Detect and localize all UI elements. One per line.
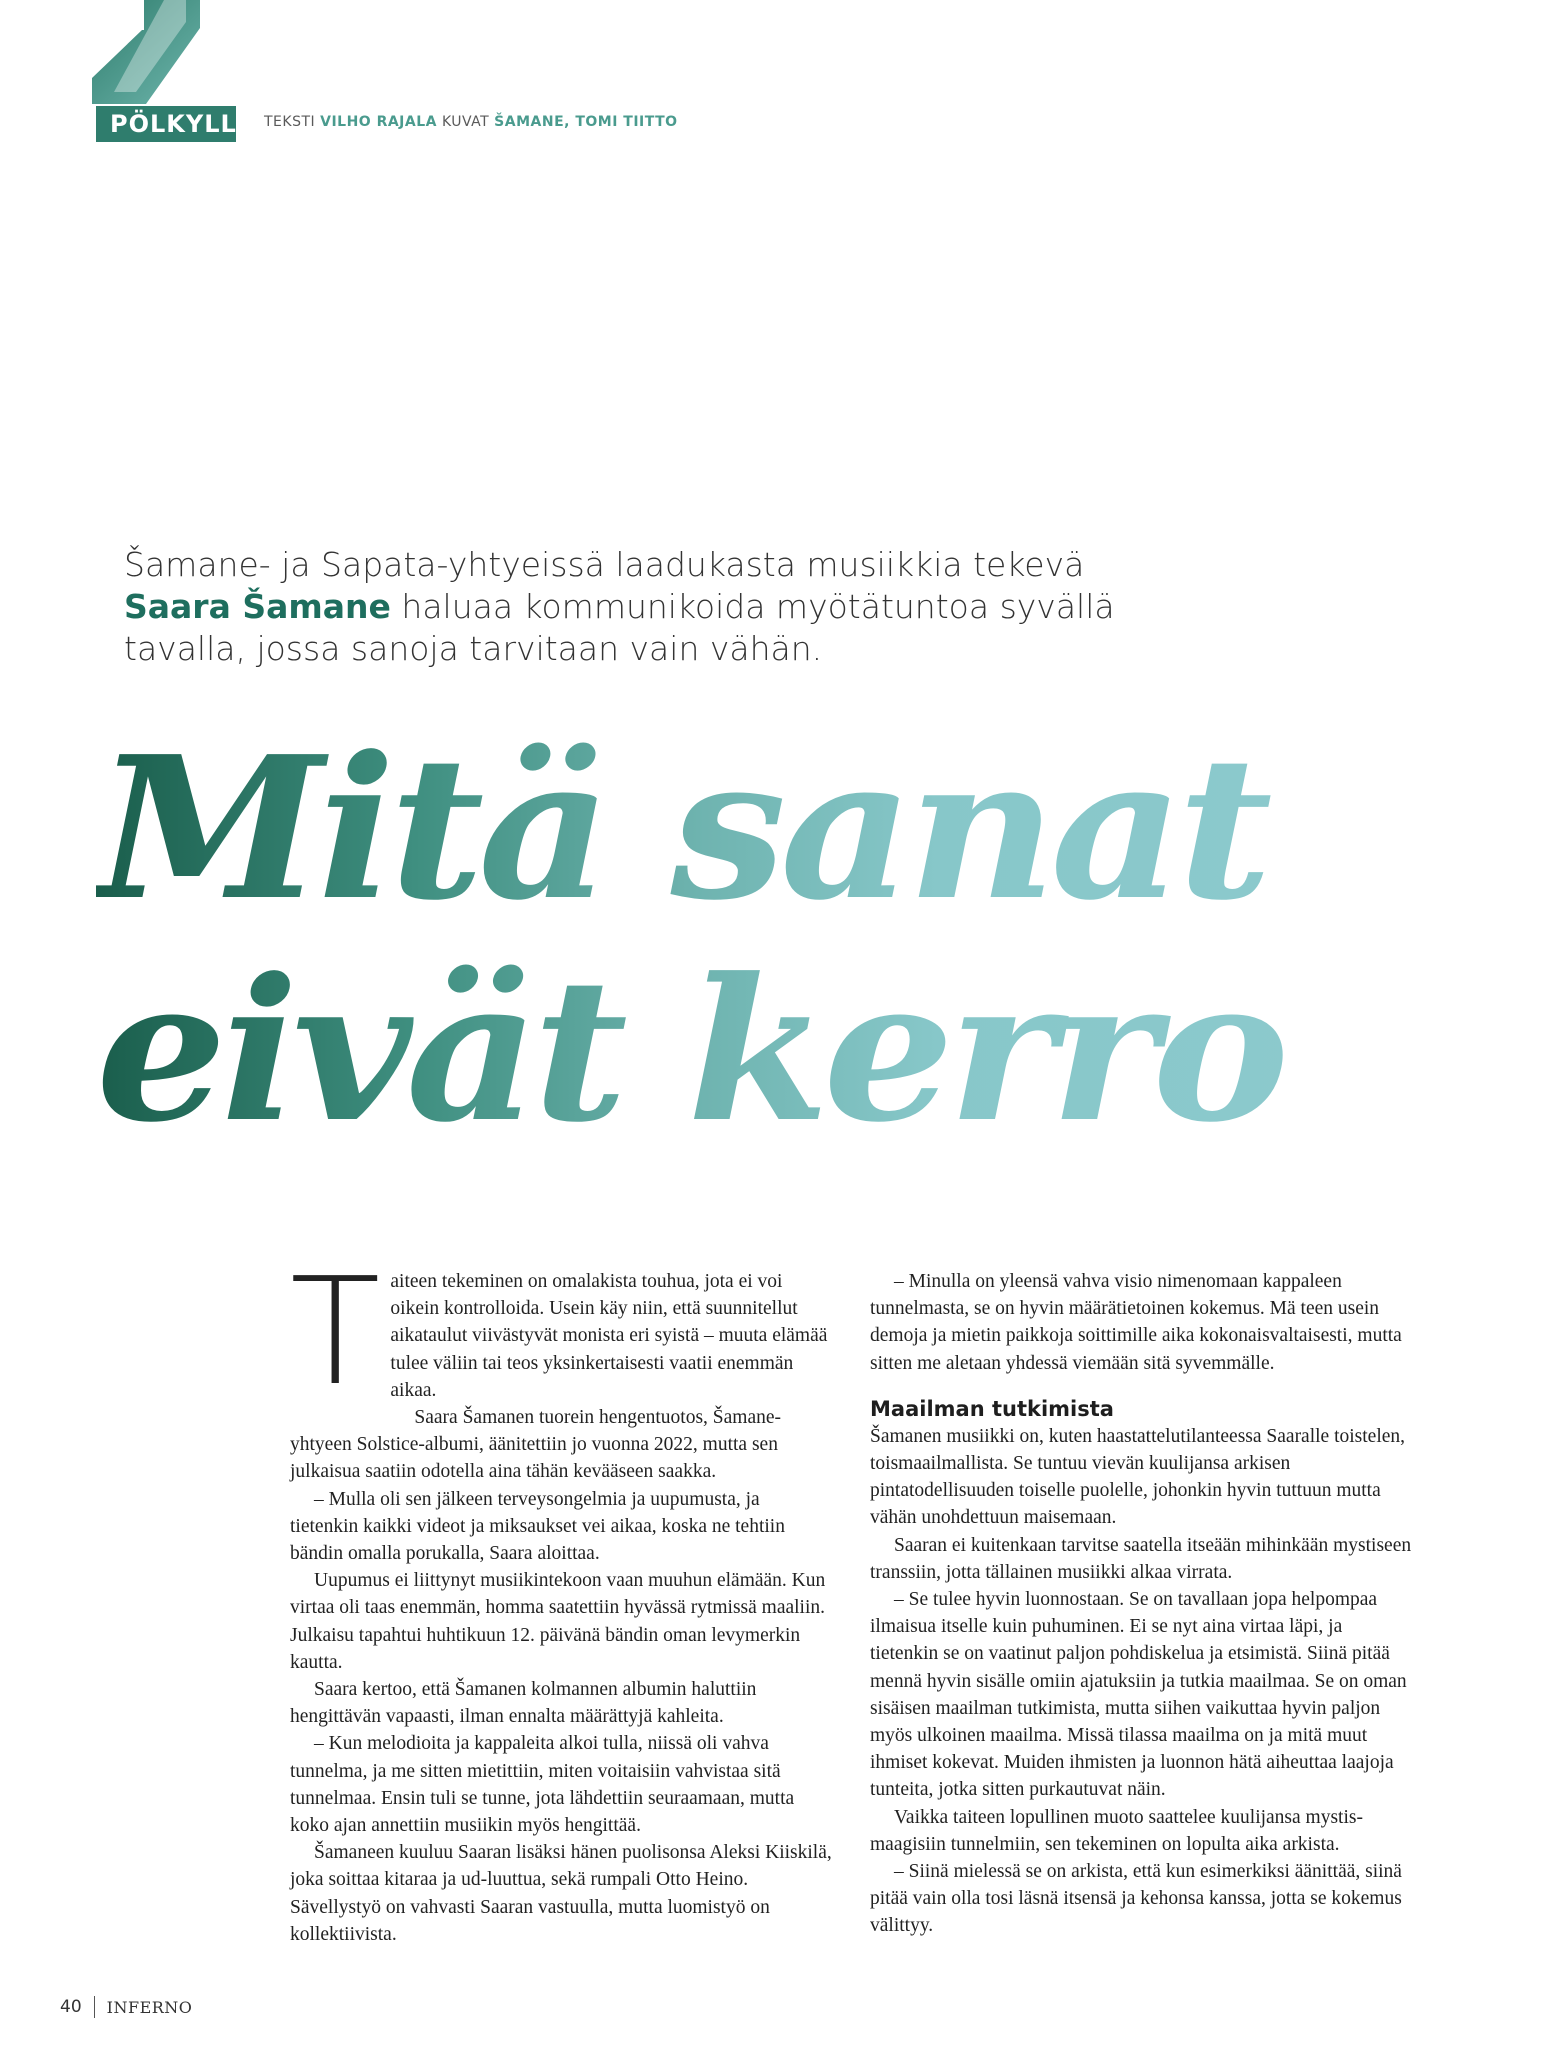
headline-line-2: eivät kerro [96, 936, 1284, 1166]
paragraph: Šamaneen kuuluu Saaran lisäksi hänen puolisonsa Aleksi Kiiskilä, joka soittaa kitaraa ja ud-luuttua, sekä rumpali Otto Heino. Sävellystyö on vahvasti Saaran vastuulla, mutta luomistyö on kollektiivista. [290, 1842, 832, 1945]
lead-artist-name: Saara Šamane [124, 587, 391, 626]
paragraph: Saara kertoo, että Šamanen kolmannen albumin haluttiin hengittävän vapaasti, ilman ennalta määrättyjä kahleita. [290, 1679, 757, 1728]
paragraph: – Siinä mielessä se on arkista, että kun esimerkiksi äänittää, siinä pitää vain olla tosi läsnä itsensä ja kehonsa kanssa, jotta se kokemus välittyy. [870, 1861, 1402, 1937]
paragraph: Šamanen musiikki on, kuten haastattelutilanteessa Saaralle toistelen, toismaailmallista. Se tuntuu vievän kuulijansa arkisen pintatodellisuuden toiselle puolelle, johonkin hyvin tuttuun mutta vähän unohdettuun maisemaan. [870, 1425, 1406, 1529]
credits [264, 114, 678, 130]
page-footer [60, 1996, 192, 2018]
paragraph: Vaikka taiteen lopullinen muoto saattelee kuulijansa mystis-maagisiin tunnelmiin, sen tekeminen on lopulta aika arkista. [870, 1806, 1363, 1855]
magazine-name: INFERNO [106, 1997, 193, 2017]
article-column-left [290, 1246, 832, 1948]
headline-line-1: Mitä sanat [96, 714, 1267, 944]
paragraph: – Se tulee hyvin luonnostaan. Se on tavallaan jopa helpompaa ilmaisua itselle kuin puhuminen. Ei se nyt aina virtaa läpi, ja tietenkin se on vaatinut paljon pohdiskelua ja etsimistä. Siinä pitää mennä hyvin sisälle omiin ajatuksiin ja tutkia maailmaa. Se on oman sisäisen maailman tutkimista, mutta siihen vaikuttaa hyvin paljon myös ulkoinen maailma. Missä tilassa maailma on ja mitä muut ihmiset kokevat. Muiden ihmisten ja luonnon hätä aiheuttaa laajoja tunteita, jotka sitten purkautuvat näin. [870, 1589, 1407, 1801]
lead-text-after: haluaa kommunikoida myötätuntoa syvällä tavalla, jossa sanoja tarvitaan vain vähän. [124, 587, 1115, 668]
article-column-right [870, 1268, 1412, 1940]
photo-authors: ŠAMANE, TOMI TIITTO [494, 114, 678, 130]
page-number: 40 [60, 1997, 82, 2017]
text-author: VILHO RAJALA [320, 114, 437, 130]
headline [96, 714, 1545, 1166]
paragraph: Saaran ei kuitenkaan tarvitse saatella itseään mihinkään mystiseen transsiin, jotta tällainen musiikki alkaa virrata. [870, 1534, 1412, 1583]
subheading: Maailman tutkimista [870, 1396, 1114, 1421]
section-label: PÖLKYLLÄ [110, 110, 257, 138]
text-credit-label: TEKSTI [264, 114, 316, 130]
photo-credit-label: KUVAT [441, 114, 490, 130]
lead-paragraph [124, 544, 1124, 670]
paragraph: – Minulla on yleensä vahva visio nimenomaan kappaleen tunnelmasta, se on hyvin määrätietoinen kokemus. Mä teen usein demoja ja mietin paikkoja soittimille aika kokonaisvaltaisesti, mutta sitten me aletaan yhdessä viemään sitä syvemmälle. [870, 1271, 1402, 1374]
paragraph: – Mulla oli sen jälkeen terveysongelmia ja uupumusta, ja tietenkin kaikki videot ja miksaukset vei aikaa, koska ne tehtiin bändin omalla porukalla, Saara aloittaa. [290, 1488, 785, 1565]
paragraph: Uupumus ei liittynyt musiikintekoon vaan muuhun elämään. Kun virtaa oli taas enemmän, homma saatettiin hyvässä rytmissä maaliin. Julkaisu tapahtui huhtikuun 12. päivänä bändin oman levymerkin kautta. [290, 1570, 826, 1673]
paragraph: – Kun melodioita ja kappaleita alkoi tulla, niissä oli vahva tunnelma, ja me sitten mietittiin, miten voitaisiin vahvistaa sitä tunnelmaa. Ensin tuli se tunne, jota lähdettiin seuraamaan, mutta koko ajan annettiin musiikin myös hengittää. [290, 1733, 795, 1837]
drop-cap: T [290, 1246, 381, 1418]
paragraph: Saara Šamanen tuorein hengentuotos, Šamane-yhtyeen Solstice-albumi, äänitettiin jo vuonna 2022, mutta sen julkaisua saatiin odotella aina tähän kevääseen saakka. [290, 1407, 782, 1483]
lead-text-before: Šamane- ja Sapata-yhtyeissä laadukasta musiikkia tekevä [124, 545, 1085, 584]
paragraph: aiteen tekeminen on omalakista touhua, jota ei voi oikein kontrolloida. Usein käy niin, että suunnitellut aikataulut viivästyvät monista eri syistä – muuta elämää tulee väliin tai teos yksinkertaisesti vaatii enemmän aikaa. [390, 1271, 828, 1401]
footer-divider [94, 1996, 95, 2018]
